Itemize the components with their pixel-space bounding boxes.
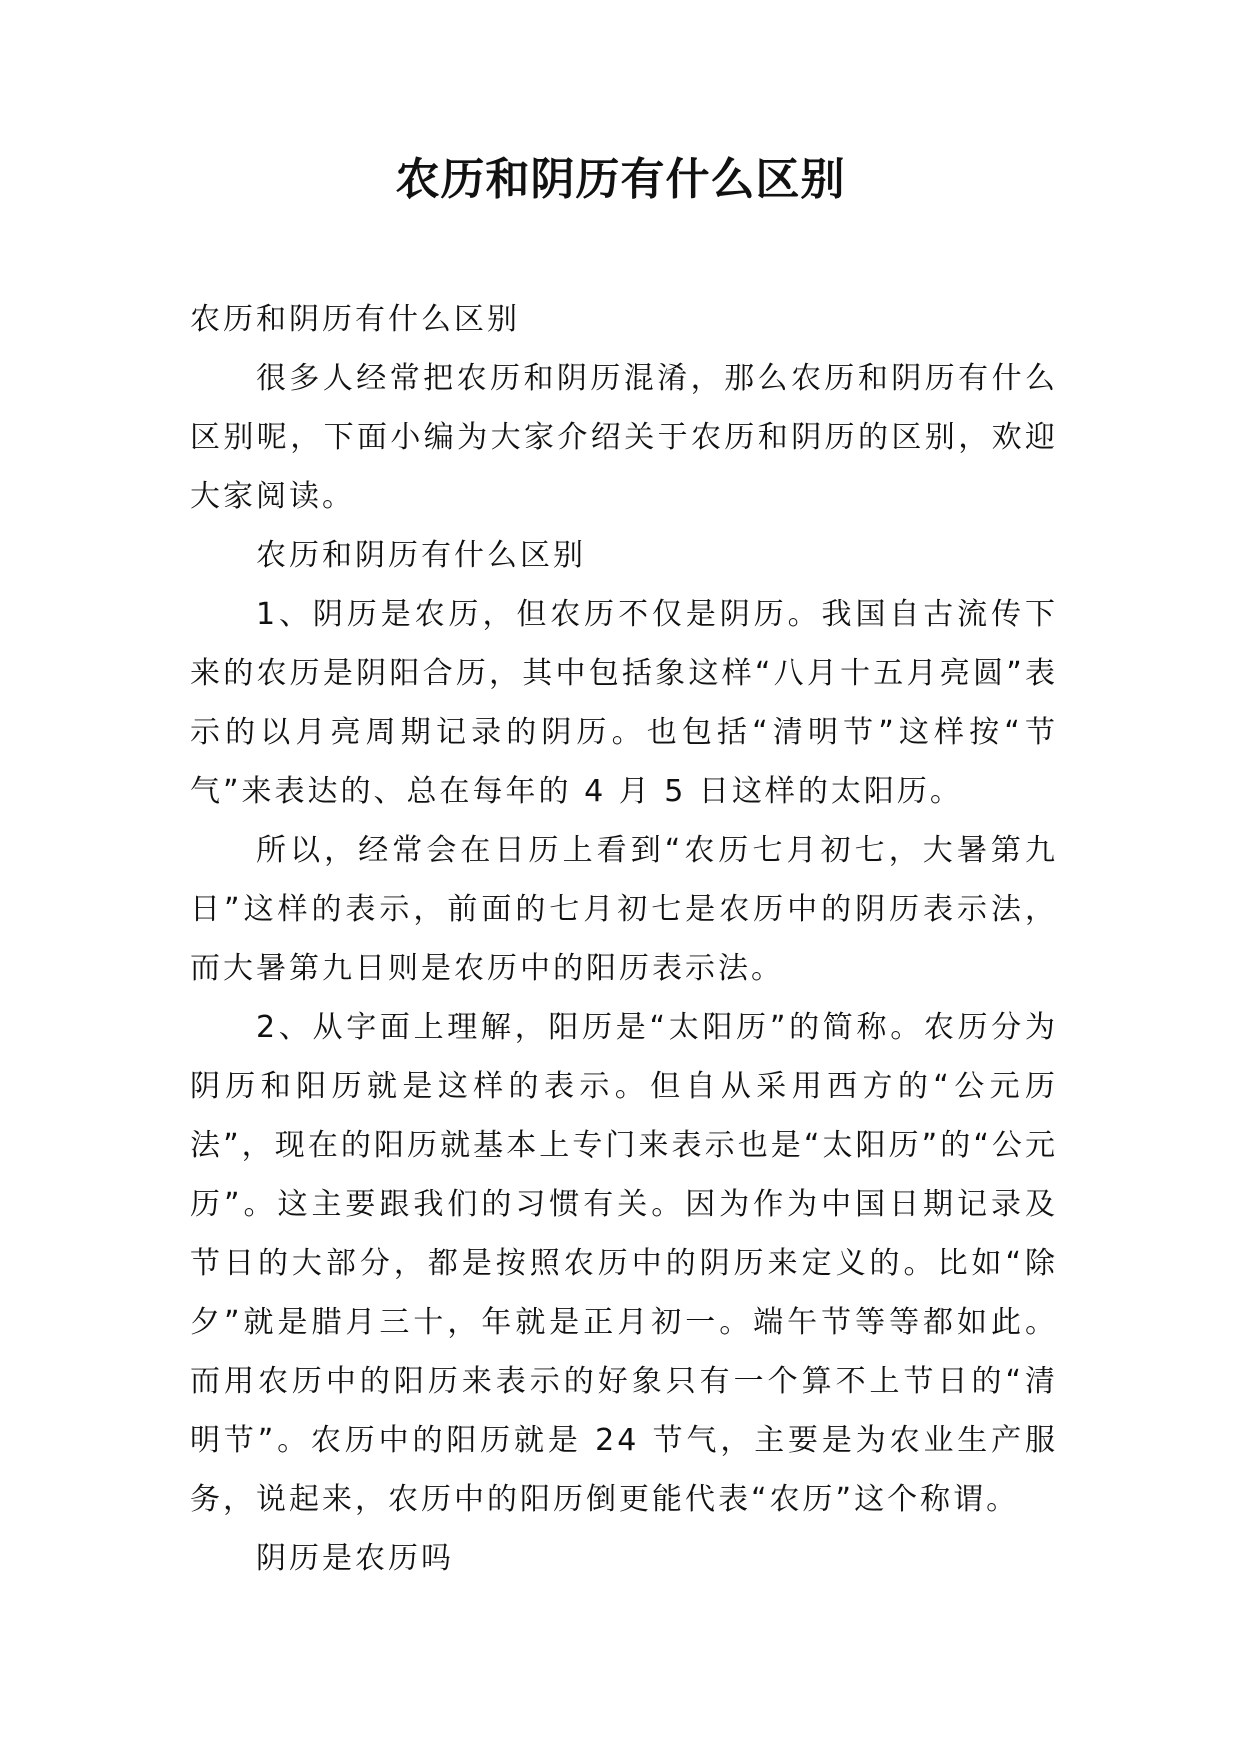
paragraph-intro: 很多人经常把农历和阴历混淆，那么农历和阴历有什么区别呢，下面小编为大家介绍关于农历和阴历的区别，欢迎大家阅读。 [190, 361, 1058, 514]
paragraph-subtitle: 农历和阴历有什么区别 [190, 302, 520, 337]
paragraph-section-heading: 阴历是农历吗 [256, 1541, 454, 1576]
paragraph-heading: 农历和阴历有什么区别 [256, 538, 586, 573]
document-body [190, 290, 1058, 1588]
paragraph-point-1: 1、阴历是农历，但农历不仅是阴历。我国自古流传下来的农历是阴阳合历，其中包括象这样“八月十五月亮圆”表示的以月亮周期记录的阴历。也包括“清明节”这样按“节气”来表达的、总在每年的 4 月 5 日这样的太阳历。 [190, 597, 1058, 809]
document-title: 农历和阴历有什么区别 [395, 154, 846, 205]
paragraph-example: 所以，经常会在日历上看到“农历七月初七，大暑第九日”这样的表示，前面的七月初七是农历中的阴历表示法，而大暑第九日则是农历中的阳历表示法。 [190, 833, 1058, 986]
paragraph-point-2: 2、从字面上理解，阳历是“太阳历”的简称。农历分为阴历和阳历就是这样的表示。但自从采用西方的“公元历法”，现在的阳历就基本上专门来表示也是“太阳历”的“公元历”。这主要跟我们的习惯有关。因为作为中国日期记录及节日的大部分，都是按照农历中的阴历来定义的。比如“除夕”就是腊月三十，年就是正月初一。端午节等等都如此。而用农历中的阳历来表示的好象只有一个算不上节日的“清明节”。农历中的阳历就是 24 节气，主要是为农业生产服务，说起来，农历中的阳历倒更能代表“农历”这个称谓。 [190, 1010, 1058, 1517]
